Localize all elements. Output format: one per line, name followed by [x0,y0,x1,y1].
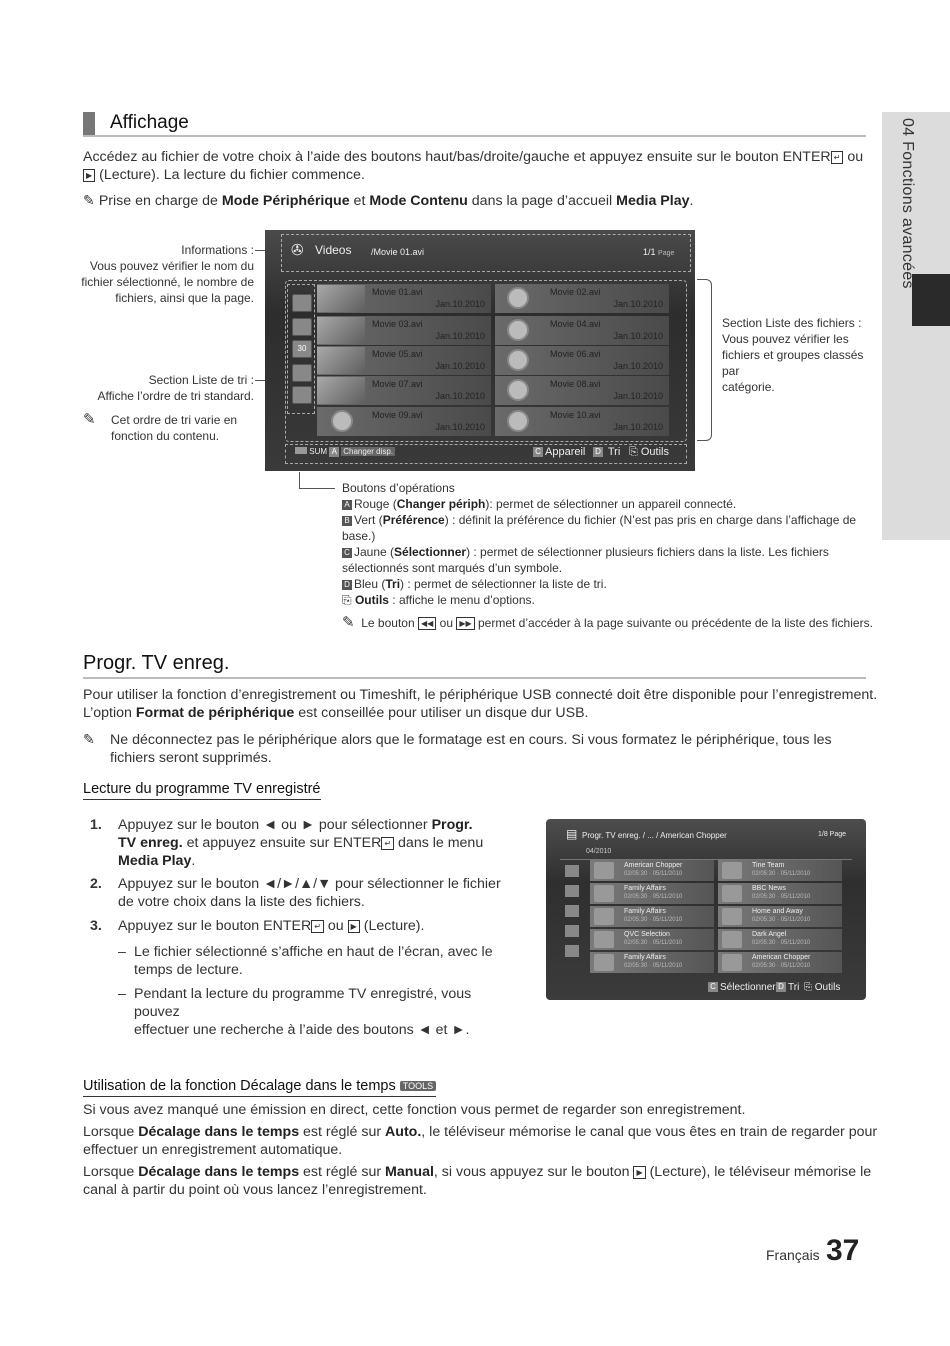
tools-icon: ⎘ [804,982,812,993]
appareil-button[interactable]: C Appareil [533,446,585,458]
tools-icon: ⎘ [342,593,352,607]
file-tile[interactable]: Movie 10.avi Jan.10.2010 [495,407,669,436]
recording-tile[interactable]: Tine Team 02/05:30 · 05/11/2010 [718,860,842,881]
file-tile[interactable]: Movie 07.avi Jan.10.2010 [317,376,491,405]
chapter-marker [912,274,950,326]
note-pencil-icon: ✎ [83,411,96,428]
operations-list: Boutons d’opérations A Rouge (Changer périph): permet de sélectionner un appareil connecté. B Vert (Préférence) : définit la préférence du fichier (N’est pas pris en charge dans l’affichage de base.) C Jaune (Sélectionner) : permet de sélectionner plusieurs fichiers dans la liste. Les fichiers sélectionnés sont marqués d’un symbole. D Bleu (Tri) : permet de sélectionner la liste de tri. ⎘ Outils : affiche le menu d’options. ✎ Le bouton ◀◀ ou ▶▶ permet d’accéder à la page suivante ou précédente de la liste des fichiers. [342,481,873,631]
section-title-progr: Progr. TV enreg. [83,652,230,674]
recording-tile[interactable]: Family Affairs 02/05:30 · 05/11/2010 [590,952,714,973]
play-key-icon: ▶ [633,1166,645,1179]
callout-line [299,472,300,488]
subheading-timeshift: Utilisation de la fonction Décalage dans le temps TOOLS [83,1078,436,1097]
file-tile[interactable]: Movie 08.avi Jan.10.2010 [495,376,669,405]
recording-tile[interactable]: American Chopper 02/05:30 · 05/11/2010 [718,952,842,973]
heading-rule [83,677,866,679]
enter-key-icon: ↵ [381,837,394,850]
enter-key-icon: ↵ [311,920,324,933]
recorded-tv-screen [546,819,866,1000]
recording-tile[interactable]: Family Affairs 02/05:30 · 05/11/2010 [590,883,714,904]
sort-icon[interactable] [565,885,579,897]
heading-rule [83,135,866,137]
sort-icon[interactable] [565,945,579,957]
date-group: 04/2010 [586,848,612,855]
step-3-detail-1: – Le fichier sélectionné s’affiche en haut de l’écran, avec le temps de lecture. [118,944,493,978]
progr-note: ✎ Ne déconnectez pas le périphérique alors que le formatage est en cours. Si vous formatez le périphérique, tous les fichiers seront supprimés. [83,732,832,766]
recording-tile[interactable]: BBC News 02/05:30 · 05/11/2010 [718,883,842,904]
media-play-screen [265,230,695,471]
page-number: 37 [826,1234,860,1267]
folder-icon[interactable] [292,294,312,312]
file-tile[interactable]: Movie 01.avi Jan.10.2010 [317,284,491,313]
file-tile[interactable]: Movie 06.avi Jan.10.2010 [495,346,669,375]
forward-key-icon: ▶▶ [456,617,474,630]
outils-button[interactable]: ⎘ Outils [804,982,841,993]
tri-button[interactable]: D Tri [776,982,799,993]
footer-language: Français [766,1247,820,1263]
recording-tile[interactable]: American Chopper 02/05:30 · 05/11/2010 [590,860,714,881]
chapter-label: 04 Fonctions avancées [899,118,916,289]
preference-icon[interactable] [292,364,312,382]
subheading-lecture: Lecture du programme TV enregistré [83,781,321,800]
tri-button[interactable]: D Tri [593,446,620,458]
recording-tile[interactable]: Dark Angel 02/05:30 · 05/11/2010 [718,929,842,950]
file-tile[interactable]: Movie 02.avi Jan.10.2010 [495,284,669,313]
current-path: /Movie 01.avi [371,247,425,257]
recording-tile[interactable]: Family Affairs 02/05:30 · 05/11/2010 [590,906,714,927]
note-pencil-icon: ✎ [83,732,95,748]
tools-icon: ⎘ [629,446,638,458]
callout-line [299,488,335,489]
callout-bracket [697,279,712,441]
tools-badge: TOOLS [400,1081,436,1091]
enter-key-icon: ↵ [831,151,844,164]
rewind-key-icon: ◀◀ [418,617,436,630]
sort-icon[interactable] [565,865,579,877]
affichage-paragraph: Accédez au fichier de votre choix à l’aide des boutons haut/bas/droite/gauche et appuyez ensuite sur le bouton ENTER ↵ ou ▶ (Lecture). La lecture du fichier commence. [83,149,864,183]
affichage-note: ✎ Prise en charge de Mode Périphérique et Mode Contenu dans la page d’accueil Media Play. [83,193,694,209]
callout-files: Section Liste des fichiers : Vous pouvez vérifier les fichiers et groupes classés par catégorie. [722,316,864,394]
page-indicator: 1/8 Page [818,831,847,838]
file-tile[interactable]: Movie 09.avi Jan.10.2010 [317,407,491,436]
recorded-path: Progr. TV enreg. / ... / American Chopper [582,831,727,840]
recording-tile[interactable]: Home and Away 02/05:30 · 05/11/2010 [718,906,842,927]
file-tile[interactable]: Movie 04.avi Jan.10.2010 [495,316,669,345]
section-title-affichage: Affichage [110,112,189,133]
category-label: Videos [315,243,352,257]
title-sort-icon[interactable] [292,318,312,336]
outils-button[interactable]: ⎘ Outils [629,446,669,458]
select-button[interactable]: C Sélectionner [708,982,776,993]
note-pencil-icon: ✎ [342,614,355,631]
sort-icon[interactable] [565,905,579,917]
chapter-side-tab [882,112,950,540]
note-pencil-icon: ✎ [83,193,95,209]
callout-info: Informations : Vous pouvez vérifier le nom du fichier sélectionné, le nombre de fichiers, ainsi que la page. [81,243,254,305]
page-indicator: 1/1 Page [643,247,675,257]
play-key-icon: ▶ [348,920,360,933]
play-key-icon: ▶ [83,169,95,182]
folder-icon: ▤ [566,827,578,841]
callout-sort: Section Liste de tri : Affiche l’ordre de tri standard. [97,373,254,403]
star-icon[interactable] [292,386,312,404]
recording-tile[interactable]: QVC Selection 02/05:30 · 05/11/2010 [590,929,714,950]
film-reel-icon: ✇ [291,242,304,259]
file-tile[interactable]: Movie 03.avi Jan.10.2010 [317,316,491,345]
sort-icon[interactable] [565,925,579,937]
file-tile[interactable]: Movie 05.avi Jan.10.2010 [317,346,491,375]
callout-sort-note: ✎ Cet ordre de tri varie en fonction du contenu. [83,411,238,443]
heading-bar [83,112,95,136]
progr-paragraph: Pour utiliser la fonction d’enregistrement ou Timeshift, le périphérique USB connecté doit être disponible pour l’enregistrement. L’option Format de périphérique est conseillée pour utiliser un disque dur USB. [83,687,878,721]
sum-button[interactable]: SUM A Changer disp. [295,447,395,457]
timeshift-paragraphs: Si vous avez manqué une émission en direct, cette fonction vous permet de regarder son enregistrement. Lorsque Décalage dans le temps est réglé sur Auto., le téléviseur mémorise le canal que vous êtes en train de regarder pour effectuer un enregistrement automatique. Lorsque Décalage dans le temps est réglé sur Manual, si vous appuyez sur le bouton ▶ (Lecture), le téléviseur mémorise le canal à partir du point où vous lancez l’enregistrement. [83,1102,878,1198]
step-3-detail-2: – Pendant la lecture du programme TV enregistré, vous pouvez effectuer une recherche à l’aide des boutons ◄ et ►. [118,986,472,1038]
sort-list [560,861,584,973]
calendar-icon[interactable]: 30 [292,340,312,358]
